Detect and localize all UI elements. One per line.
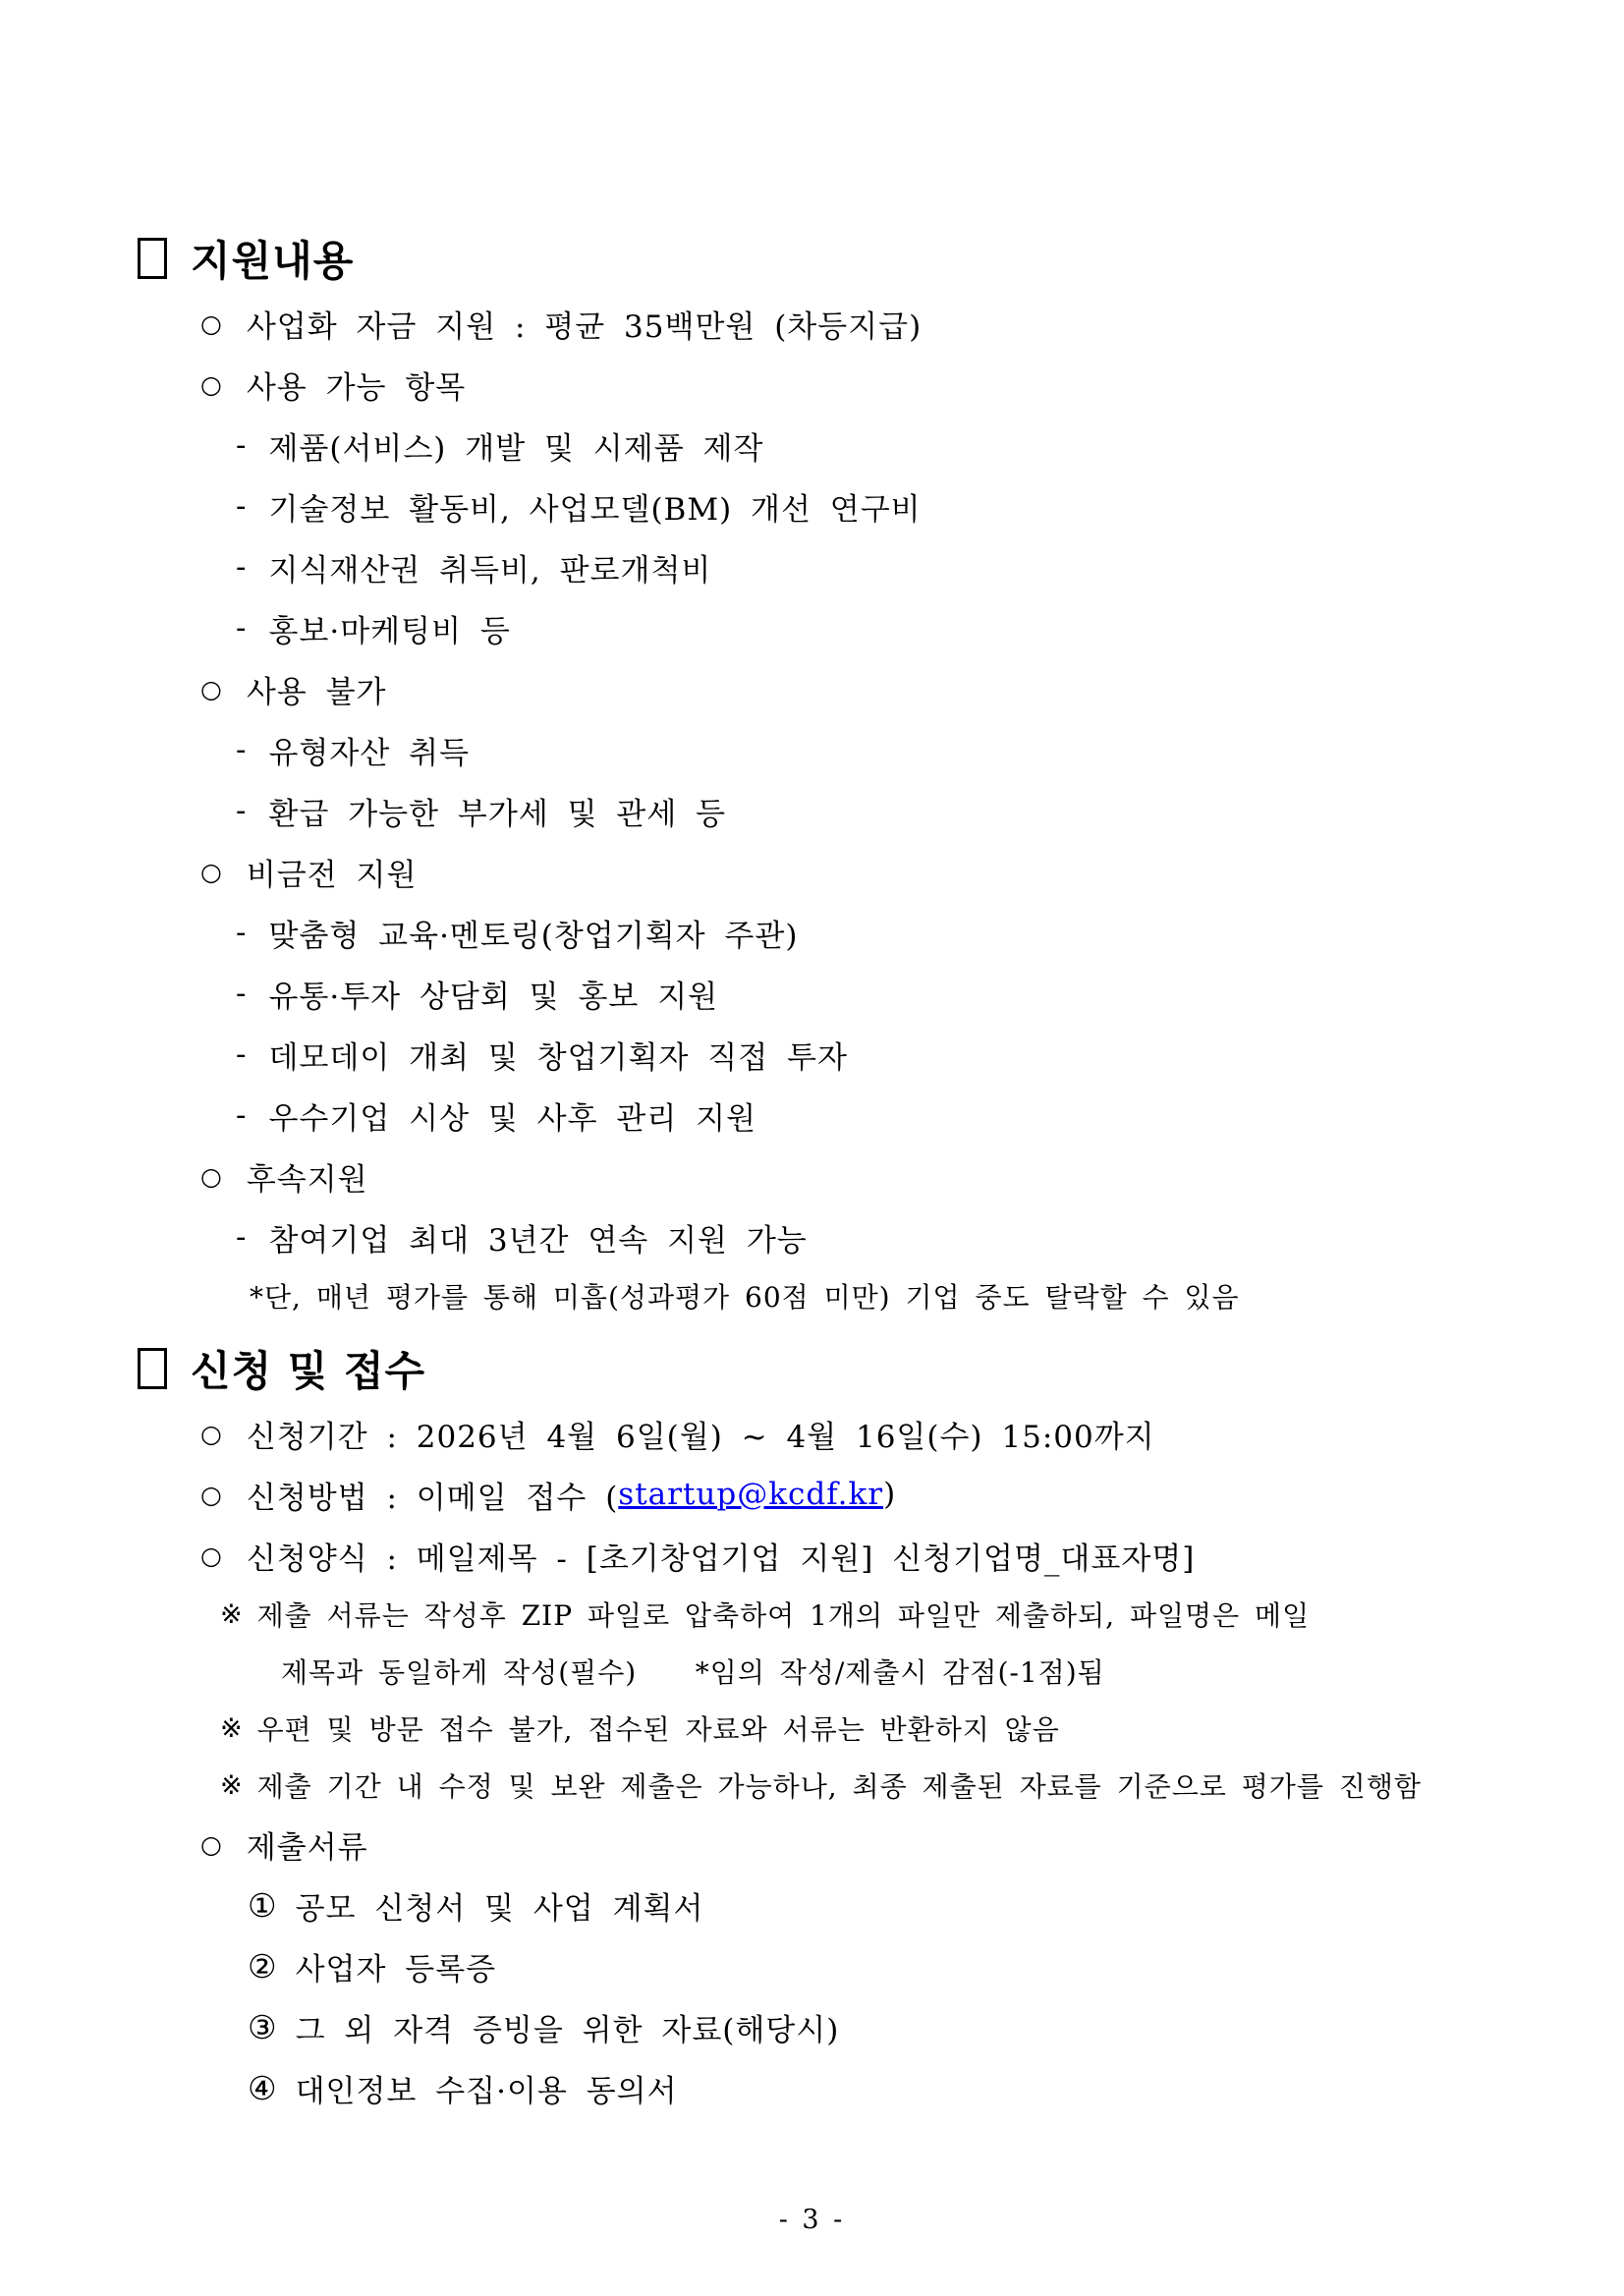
list-item-text: 사용 가능 항목 [246, 369, 467, 406]
sub-list-item [0, 719, 1624, 780]
note-item [0, 1757, 1624, 1814]
note-item-continuation [0, 1643, 1624, 1700]
note-item [0, 1700, 1624, 1757]
sub-list-item-text: 참여기업 최대 3년간 연속 지원 가능 [268, 1222, 808, 1259]
list-item [0, 1146, 1624, 1206]
numbered-item-text: 대인정보 수집·이용 동의서 [295, 2073, 678, 2109]
sub-list-item [0, 1206, 1624, 1267]
list-item [0, 1814, 1624, 1875]
list-item-text: ) [883, 1477, 897, 1512]
sub-list-item-text: 환급 가능한 부가세 및 관세 등 [268, 796, 727, 832]
dash-bullet-icon: - [236, 793, 248, 828]
circle-bullet-icon: ○ [200, 369, 223, 399]
email-link[interactable]: startup@kcdf.kr [618, 1477, 884, 1512]
sub-list-item [0, 597, 1624, 658]
footnote-text: *단, 매년 평가를 통해 미흡(성과평가 60점 미만) 기업 중도 탈락할 수 있음 [250, 1281, 1240, 1314]
circled-number-icon: ③ [248, 2007, 278, 2046]
list-item [0, 354, 1624, 415]
circle-bullet-icon: ○ [200, 1480, 223, 1509]
note-text: 제목과 동일하게 작성(필수) *임의 작성/제출시 감점(-1점)됨 [281, 1656, 1105, 1689]
sub-list-item [0, 1024, 1624, 1085]
sub-list-item [0, 536, 1624, 597]
list-item-text: 신청양식 : 메일제목 - [초기창업기업 지원] 신청기업명_대표자명] [246, 1540, 1196, 1577]
note-text: 제출 기간 내 수정 및 보완 제출은 가능하나, 최종 제출된 자료를 기준으로 평가를 진행함 [256, 1770, 1422, 1803]
list-item-text: 사업화 자금 지원 : 평균 35백만원 (차등지급) [246, 308, 923, 345]
circled-number-icon: ② [248, 1946, 278, 1986]
sub-list-item [0, 902, 1624, 963]
list-item-text: 제출서류 [246, 1829, 368, 1866]
sub-list-item-text: 데모데이 개최 및 창업기획자 직접 투자 [268, 1039, 848, 1076]
dash-bullet-icon: - [236, 915, 248, 950]
circle-bullet-icon: ○ [200, 1161, 223, 1191]
dash-bullet-icon: - [236, 976, 248, 1011]
numbered-item [0, 1996, 1624, 2057]
sub-list-item [0, 415, 1624, 476]
page-number: - 3 - [778, 2205, 846, 2235]
section-title-text: 지원내용 [191, 237, 355, 285]
section-title-application [0, 1334, 1624, 1403]
numbered-item [0, 1935, 1624, 1996]
square-bullet-icon [138, 238, 167, 279]
sub-list-item [0, 963, 1624, 1024]
sub-list-item-text: 유형자산 취득 [268, 735, 471, 771]
note-text: 우편 및 방문 접수 불가, 접수된 자료와 서류는 반환하지 않음 [256, 1713, 1060, 1746]
circle-bullet-icon: ○ [200, 857, 223, 886]
sub-list-item [0, 476, 1624, 536]
list-item-text: 비금전 지원 [246, 857, 418, 893]
sub-list-item-text: 우수기업 시상 및 사후 관리 지원 [268, 1100, 757, 1137]
sub-list-item-text: 지식재산권 취득비, 판로개척비 [268, 552, 712, 588]
list-item-text: 사용 불가 [246, 674, 387, 710]
list-item [0, 1525, 1624, 1586]
list-item-text: 후속지원 [246, 1161, 368, 1198]
list-item [0, 293, 1624, 354]
numbered-item-text: 그 외 자격 증빙을 위한 자료(해당시) [295, 2012, 840, 2048]
sub-list-item [0, 780, 1624, 841]
circled-number-icon: ① [248, 1885, 278, 1925]
circle-bullet-icon: ○ [200, 1829, 223, 1859]
sub-list-item-text: 맞춤형 교육·멘토링(창업기획자 주관) [268, 918, 799, 954]
dash-bullet-icon: - [236, 732, 248, 767]
circle-bullet-icon: ○ [200, 674, 223, 703]
numbered-item-text: 공모 신청서 및 사업 계획서 [295, 1890, 704, 1927]
sub-list-item [0, 1085, 1624, 1146]
dash-bullet-icon: - [236, 488, 248, 524]
numbered-item [0, 2057, 1624, 2118]
numbered-item-text: 사업자 등록증 [295, 1951, 497, 1988]
reference-mark-icon: ※ [220, 1598, 244, 1630]
list-item-text: 신청방법 : 이메일 접수 ( [246, 1480, 619, 1516]
section-title-text: 신청 및 접수 [191, 1347, 426, 1395]
dash-bullet-icon: - [236, 610, 248, 645]
section-title-support-content [0, 224, 1624, 293]
sub-list-item-text: 기술정보 활동비, 사업모델(BM) 개선 연구비 [268, 491, 922, 528]
note-text: 제출 서류는 작성후 ZIP 파일로 압축하여 1개의 파일만 제출하되, 파일명은 메일 [256, 1599, 1311, 1632]
footnote-item [0, 1267, 1624, 1324]
sub-list-item-text: 홍보·마케팅비 등 [268, 613, 511, 649]
note-item [0, 1586, 1624, 1643]
list-item [0, 1403, 1624, 1464]
list-item-application-method [0, 1464, 1624, 1525]
numbered-item [0, 1875, 1624, 1935]
dash-bullet-icon: - [236, 1036, 248, 1072]
reference-mark-icon: ※ [220, 1769, 244, 1801]
dash-bullet-icon: - [236, 1219, 248, 1255]
circle-bullet-icon: ○ [200, 1419, 223, 1448]
section-application [0, 1334, 1624, 2118]
circle-bullet-icon: ○ [200, 308, 223, 338]
sub-list-item-text: 제품(서비스) 개발 및 시제품 제작 [268, 430, 764, 467]
reference-mark-icon: ※ [220, 1712, 244, 1744]
circle-bullet-icon: ○ [200, 1540, 223, 1570]
dash-bullet-icon: - [236, 427, 248, 463]
dash-bullet-icon: - [236, 549, 248, 585]
square-bullet-icon [138, 1348, 167, 1389]
dash-bullet-icon: - [236, 1097, 248, 1133]
sub-list-item-text: 유통·투자 상담회 및 홍보 지원 [268, 979, 719, 1015]
list-item-text: 신청기간 : 2026년 4월 6일(월) ~ 4월 16일(수) 15:00까지 [246, 1419, 1155, 1455]
circled-number-icon: ④ [248, 2068, 278, 2107]
list-item [0, 658, 1624, 719]
list-item [0, 841, 1624, 902]
